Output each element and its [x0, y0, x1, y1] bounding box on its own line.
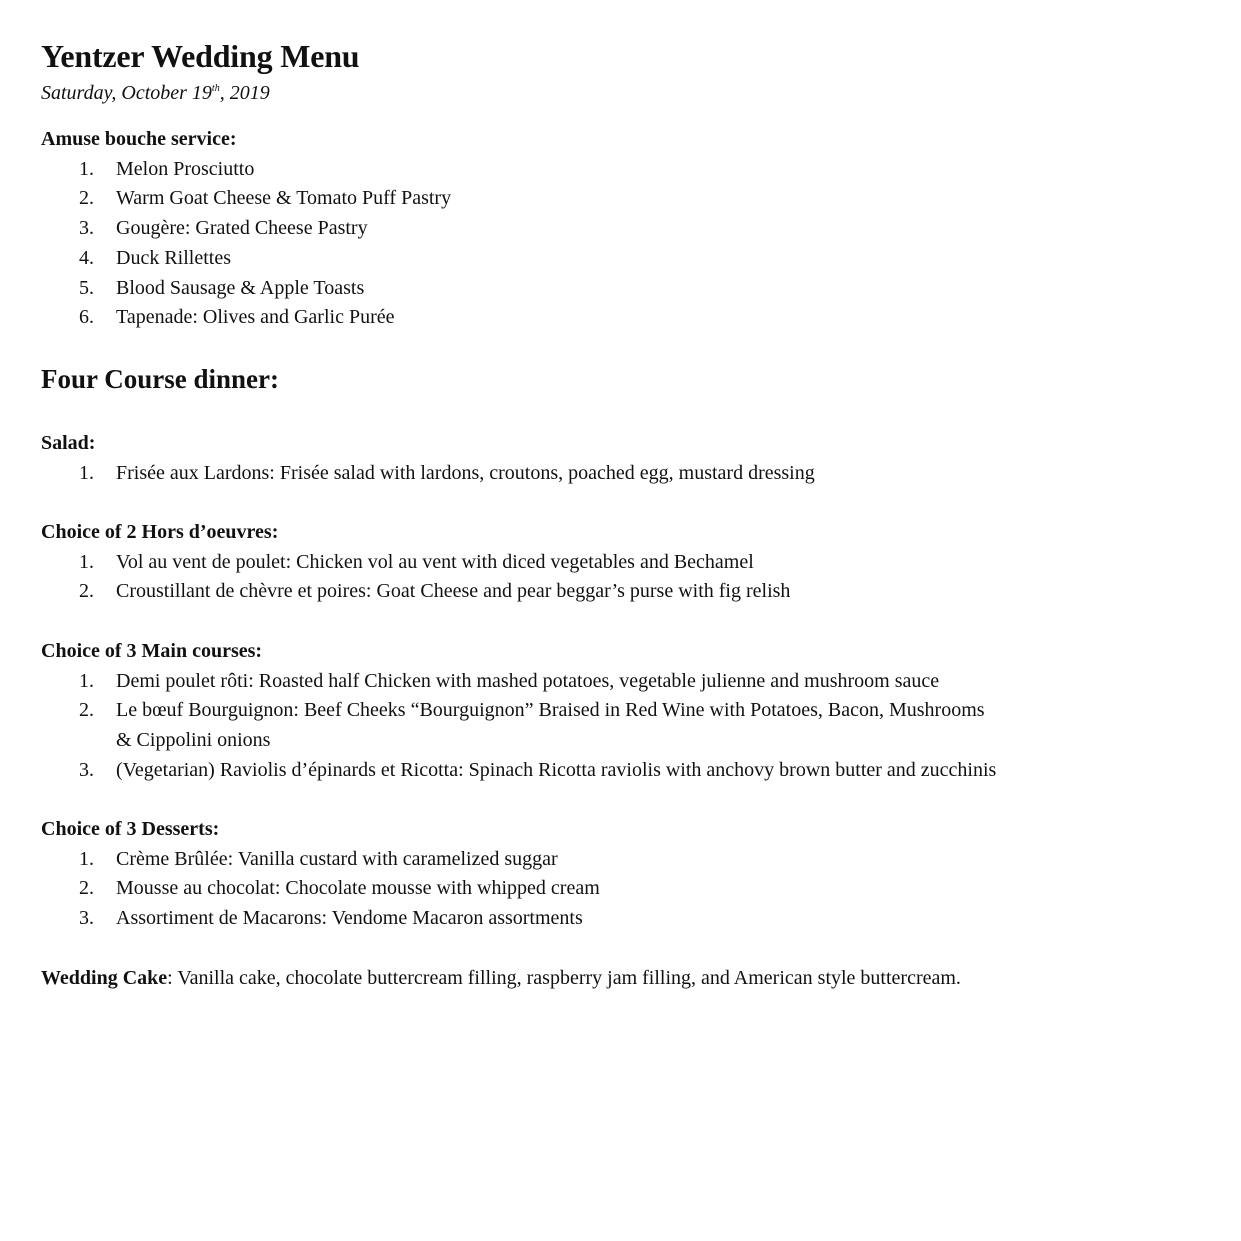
list-item: [41, 548, 1021, 578]
event-date: [41, 80, 1021, 106]
wedding-cake-paragraph: [41, 964, 961, 994]
item-number: 3.: [79, 217, 94, 240]
desserts-list: [41, 845, 1021, 934]
main-courses-list: [41, 667, 1001, 786]
date-year: , 2019: [219, 82, 270, 104]
item-text: Melon Prosciutto: [116, 157, 255, 180]
hors-doeuvres-list: [41, 548, 1021, 607]
main-courses-heading: Choice of 3 Main courses:: [41, 639, 263, 662]
item-text: Frisée aux Lardons: Frisée salad with lardons, croutons, poached egg, mustard dressing: [116, 461, 815, 484]
list-item: [41, 459, 1021, 489]
item-text: Le bœuf Bourguignon: Beef Cheeks “Bourguignon” Braised in Red Wine with Potatoes, Bacon, Mushrooms & Cippolini onions: [116, 699, 985, 751]
list-item: [41, 244, 1021, 274]
item-text: Demi poulet rôti: Roasted half Chicken with mashed potatoes, vegetable julienne and mushroom sauce: [116, 669, 940, 692]
list-item: [41, 845, 1021, 875]
list-item: [41, 184, 1021, 214]
item-number: 2.: [79, 187, 94, 210]
item-text: (Vegetarian) Raviolis d’épinards et Ricotta: Spinach Ricotta raviolis with anchovy brown butter and zucchinis: [116, 758, 997, 781]
list-item: [41, 214, 1021, 244]
item-text: Duck Rillettes: [116, 246, 231, 269]
item-text: Blood Sausage & Apple Toasts: [116, 276, 365, 299]
list-item: [41, 303, 1021, 333]
item-text: Crème Brûlée: Vanilla custard with caramelized suggar: [116, 847, 558, 870]
item-number: 2.: [79, 699, 94, 722]
item-number: 1.: [79, 550, 94, 573]
wedding-cake-label: Wedding Cake: [41, 966, 168, 989]
item-text: Croustillant de chèvre et poires: Goat Cheese and pear beggar’s purse with fig relish: [116, 580, 791, 603]
item-text: Gougère: Grated Cheese Pastry: [116, 217, 368, 240]
list-item: [41, 874, 1021, 904]
amuse-bouche-heading: Amuse bouche service:: [41, 128, 237, 150]
salad-list: [41, 459, 1021, 489]
wedding-cake-description: : Vanilla cake, chocolate buttercream filling, raspberry jam filling, and American style buttercream.: [167, 966, 961, 989]
item-text: Tapenade: Olives and Garlic Purée: [116, 306, 395, 329]
item-number: 1.: [79, 669, 94, 692]
salad-heading: Salad:: [41, 431, 96, 454]
list-item: [41, 756, 1001, 786]
menu-document: [41, 36, 1021, 993]
item-number: 1.: [79, 157, 94, 180]
list-item: [41, 904, 1021, 934]
date-text: Saturday, October 19: [41, 82, 212, 104]
item-text: Mousse au chocolat: Chocolate mousse with whipped cream: [116, 877, 600, 900]
item-text: Warm Goat Cheese & Tomato Puff Pastry: [116, 187, 452, 210]
list-item: [41, 155, 1021, 185]
item-number: 5.: [79, 276, 94, 299]
item-number: 2.: [79, 877, 94, 900]
amuse-bouche-list: [41, 155, 1021, 333]
list-item: [41, 274, 1021, 304]
item-text: Assortiment de Macarons: Vendome Macaron assortments: [116, 907, 583, 930]
desserts-heading: Choice of 3 Desserts:: [41, 818, 220, 841]
list-item: [41, 696, 1001, 755]
item-number: 1.: [79, 461, 94, 484]
four-course-heading: Four Course dinner:: [41, 363, 280, 394]
hors-doeuvres-heading: Choice of 2 Hors d’oeuvres:: [41, 521, 279, 544]
item-number: 1.: [79, 847, 94, 870]
item-number: 3.: [79, 758, 94, 781]
item-number: 3.: [79, 907, 94, 930]
item-number: 4.: [79, 246, 94, 269]
page-title: Yentzer Wedding Menu: [41, 38, 360, 74]
item-text: Vol au vent de poulet: Chicken vol au vent with diced vegetables and Bechamel: [116, 550, 754, 573]
date-ordinal: th: [211, 83, 220, 94]
list-item: [41, 577, 1021, 607]
item-number: 2.: [79, 580, 94, 603]
item-number: 6.: [79, 306, 94, 329]
list-item: [41, 667, 1001, 697]
